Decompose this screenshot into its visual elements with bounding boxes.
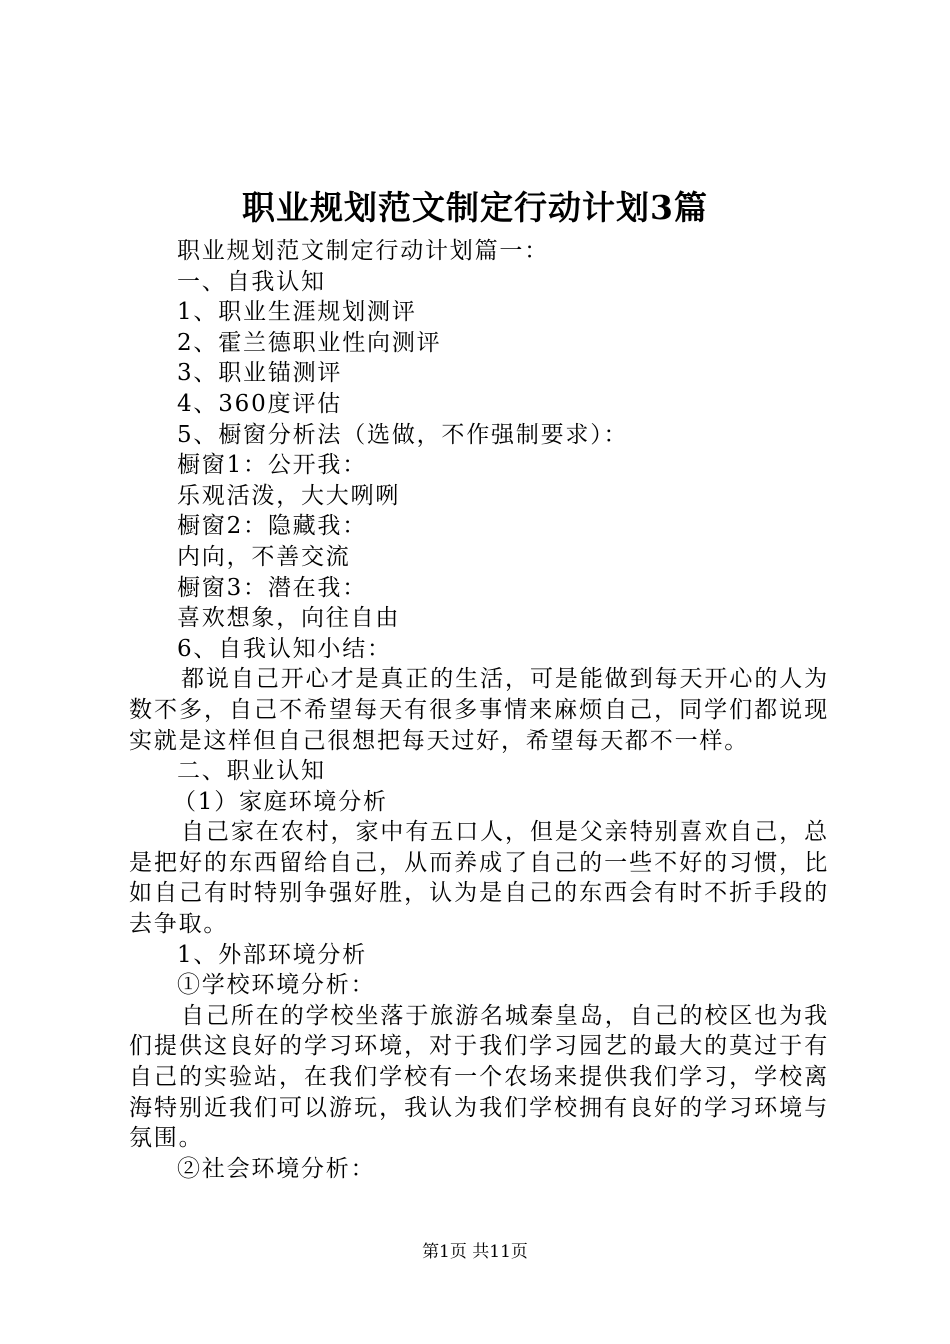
paragraph-self-summary: 都说自己开心才是真正的生活，可是能做到每天开心的人为数不多，自己不希望每天有很多事情来麻烦自己，同学们都说现实就是这样但自己很想把每天过好，希望每天都不一样。 [129, 666, 829, 754]
text-line: 2、霍兰德职业性向测评 [177, 329, 442, 356]
text-line: 5、橱窗分析法（选做，不作强制要求）： [177, 421, 629, 448]
text-line: 喜欢想象，向往自由 [177, 605, 401, 632]
text-line: 职业规划范文制定行动计划篇一： [177, 238, 549, 264]
text-line: 3、职业锚测评 [177, 360, 343, 387]
document-title: 职业规划范文制定行动计划3篇 [242, 188, 708, 227]
page-footer: 第1页 共11页 [422, 1242, 528, 1262]
text-line: 乐观活泼，大大咧咧 [177, 482, 401, 509]
text-line: 橱窗1：公开我： [177, 452, 368, 479]
text-line: 橱窗3：潜在我： [177, 574, 368, 601]
paragraph-school: 自己所在的学校坐落于旅游名城秦皇岛，自己的校区也为我们提供这良好的学习环境，对于我们学习园艺的最大的莫过于有自己的实验站，在我们学校有一个农场来提供我们学习，学校离海特别近我们可以游玩，我认为我们学校拥有良好的学习环境与氛围。 [129, 1002, 829, 1152]
text-line: 橱窗2：隐藏我： [177, 513, 368, 540]
text-line: 6、自我认知小结： [177, 635, 392, 662]
sub-heading: ①学校环境分析： [177, 972, 376, 999]
document-body [129, 236, 829, 1184]
sub-heading: （1）家庭环境分析 [173, 788, 388, 815]
paragraph-family: 自己家在农村，家中有五口人，但是父亲特别喜欢自己，总是把好的东西留给自己，从而养成了自己的一些不好的习惯，比如自己有时特别争强好胜，认为是自己的东西会有时不折手段的去争取。 [129, 819, 829, 938]
sub-heading: ②社会环境分析： [177, 1155, 376, 1182]
text-line: 4、360度评估 [177, 390, 342, 417]
section-heading: 二、职业认知 [177, 758, 326, 785]
sub-heading: 1、外部环境分析 [177, 941, 368, 968]
text-line: 内向，不善交流 [177, 543, 351, 570]
text-line: 1、职业生涯规划测评 [177, 299, 417, 326]
text-line: 一、自我认知 [177, 268, 326, 295]
